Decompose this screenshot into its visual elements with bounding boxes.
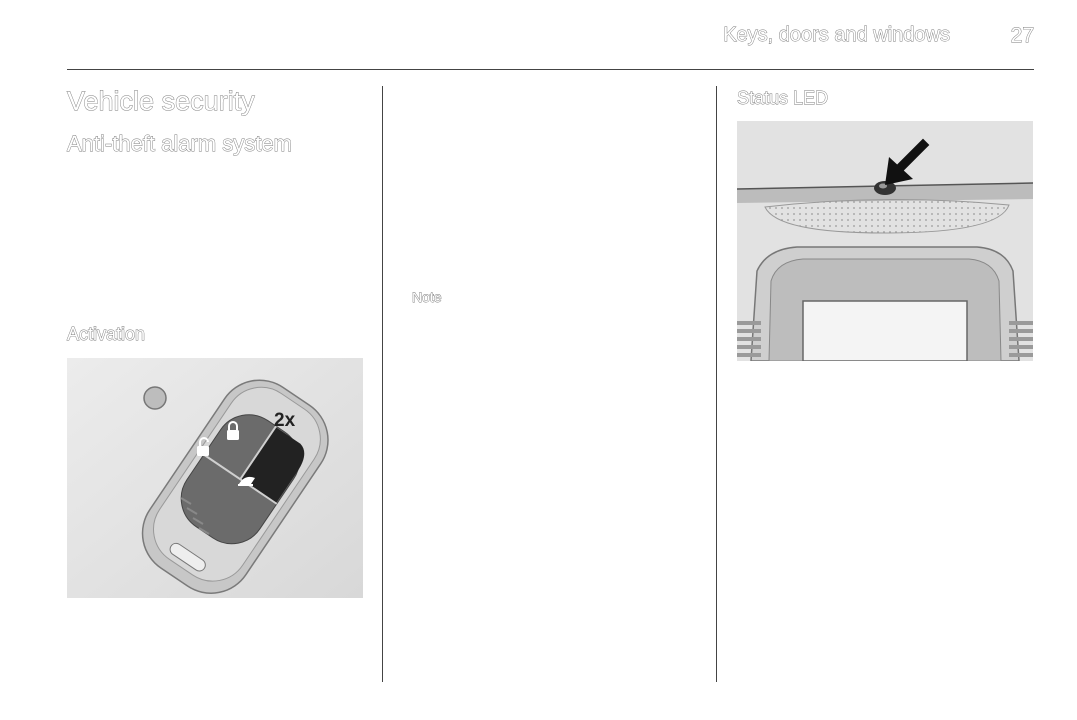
note-label: Note [412,289,442,305]
dashboard-led-illustration [737,121,1033,361]
subsection-title: Anti-theft alarm system [67,131,292,156]
activation-heading: Activation [67,324,146,344]
page-number: 27 [1010,24,1034,47]
running-header-title: Keys, doors and windows [723,24,950,46]
column-divider [716,86,717,682]
press-count-label: 2x [274,410,296,431]
section-title: Vehicle security [67,86,255,116]
column-divider [382,86,383,682]
status-led-heading: Status LED [737,88,829,108]
header-divider [67,69,1034,70]
key-fob-illustration [67,358,363,598]
